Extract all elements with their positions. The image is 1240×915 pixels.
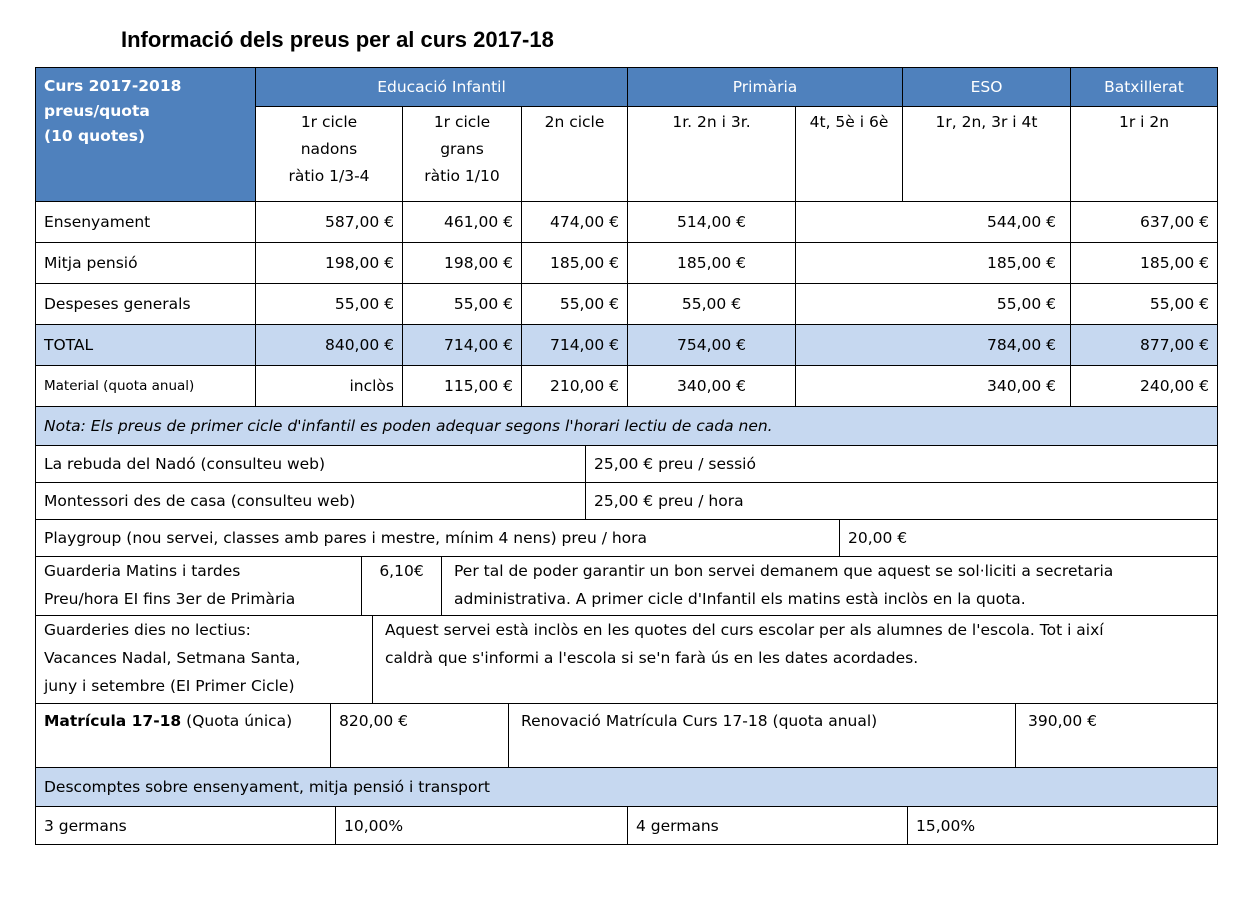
service-row xyxy=(36,616,1218,704)
price-cell: 185,00 € xyxy=(628,243,796,284)
total-row xyxy=(36,325,1218,366)
table-row xyxy=(36,284,1218,325)
price-cell: 587,00 € xyxy=(256,202,403,243)
service-row xyxy=(36,520,1218,557)
note-row xyxy=(36,407,1218,446)
row-label: TOTAL xyxy=(36,325,256,366)
discounts-header: Descomptes sobre ensenyament, mitja pensió i transport xyxy=(36,768,1218,807)
renewal-label: Renovació Matrícula Curs 17-18 (quota anual) xyxy=(509,704,1016,767)
price-cell: 461,00 € xyxy=(403,202,522,243)
price-cell: 714,00 € xyxy=(403,325,522,366)
group-header-infantil: Educació Infantil xyxy=(256,68,628,107)
subheader-cell: 2n cicle xyxy=(522,107,628,202)
price-cell: 55,00 € xyxy=(256,284,403,325)
table-row xyxy=(36,243,1218,284)
note-text: Nota: Els preus de primer cicle d'infantil es poden adequar segons l'horari lectiu de cada nen. xyxy=(36,407,1218,446)
subheader-cell: 1r, 2n, 3r i 4t xyxy=(903,107,1071,202)
discount-value: 15,00% xyxy=(908,807,1218,845)
discount-label: 3 germans xyxy=(36,807,336,845)
price-cell: 754,00 € xyxy=(628,325,796,366)
discount-row xyxy=(36,807,1218,845)
group-header-primaria: Primària xyxy=(628,68,903,107)
price-cell: 340,00 € xyxy=(628,366,796,407)
service-note: Per tal de poder garantir un bon servei demanem que aquest se sol·liciti a secretaria administrativa. A primer cicle d'Infantil els matins està inclòs en la quota. xyxy=(442,557,1218,615)
enrolment-price: 820,00 € xyxy=(331,704,509,767)
enrolment-label: Matrícula 17-18 (Quota única) xyxy=(36,704,331,767)
row-label: Despeses generals xyxy=(36,284,256,325)
price-cell: 210,00 € xyxy=(522,366,628,407)
price-cell: 185,00 € xyxy=(522,243,628,284)
service-row xyxy=(36,446,1218,482)
playgroup-table xyxy=(35,520,1218,558)
price-cell: 714,00 € xyxy=(522,325,628,366)
price-cell: 198,00 € xyxy=(403,243,522,284)
price-cell: 637,00 € xyxy=(1071,202,1218,243)
row-label: Ensenyament xyxy=(36,202,256,243)
service-label: La rebuda del Nadó (consulteu web) xyxy=(36,446,586,482)
services-table xyxy=(35,446,1218,520)
service-label: Playgroup (nou servei, classes amb pares i mestre, mínim 4 nens) preu / hora xyxy=(36,520,840,557)
service-row xyxy=(36,557,1218,615)
row-label: Material (quota anual) xyxy=(36,366,256,407)
group-header-batxillerat: Batxillerat xyxy=(1071,68,1218,107)
guarderies-no-lectius-table xyxy=(35,616,1218,705)
subheader-cell: 1r cicle nadons ràtio 1/3-4 xyxy=(256,107,403,202)
guarderia-table xyxy=(35,557,1218,616)
price-cell: 784,00 € xyxy=(796,325,1071,366)
service-price: 6,10€ xyxy=(362,557,442,615)
price-cell: 340,00 € xyxy=(796,366,1071,407)
row-label: Mitja pensió xyxy=(36,243,256,284)
service-price: 25,00 € preu / sessió xyxy=(586,446,1218,482)
group-header-eso: ESO xyxy=(903,68,1071,107)
page-title: Informació dels preus per al curs 2017-18 xyxy=(121,27,554,52)
subheader-cell: 1r i 2n xyxy=(1071,107,1218,202)
discount-label: 4 germans xyxy=(628,807,908,845)
service-row xyxy=(36,482,1218,519)
price-cell: 544,00 € xyxy=(796,202,1071,243)
price-cell: 474,00 € xyxy=(522,202,628,243)
enrolment-row xyxy=(36,704,1218,767)
discount-value: 10,00% xyxy=(336,807,628,845)
price-cell: 514,00 € xyxy=(628,202,796,243)
subheader-cell: 4t, 5è i 6è xyxy=(796,107,903,202)
price-document xyxy=(35,67,1217,845)
price-cell: 115,00 € xyxy=(403,366,522,407)
renewal-price: 390,00 € xyxy=(1016,704,1218,767)
price-cell: 55,00 € xyxy=(628,284,796,325)
service-note: Aquest servei està inclòs en les quotes del curs escolar per als alumnes de l'escola. Tot i així caldrà que s'informi a l'escola si se'n farà ús en les dates acordades. xyxy=(373,616,1218,704)
price-cell: 240,00 € xyxy=(1071,366,1218,407)
table-row xyxy=(36,202,1218,243)
price-cell: 185,00 € xyxy=(1071,243,1218,284)
price-cell: 55,00 € xyxy=(796,284,1071,325)
price-cell: 877,00 € xyxy=(1071,325,1218,366)
price-cell: 55,00 € xyxy=(1071,284,1218,325)
service-price: 25,00 € preu / hora xyxy=(586,482,1218,519)
service-label: Montessori des de casa (consulteu web) xyxy=(36,482,586,519)
price-table xyxy=(35,67,1218,446)
table-row xyxy=(36,366,1218,407)
price-cell: 198,00 € xyxy=(256,243,403,284)
subheader-cell: 1r cicle grans ràtio 1/10 xyxy=(403,107,522,202)
service-price: 20,00 € xyxy=(840,520,1218,557)
discounts-table xyxy=(35,768,1218,846)
price-cell: inclòs xyxy=(256,366,403,407)
subheader-cell: 1r. 2n i 3r. xyxy=(628,107,796,202)
service-label: Guarderies dies no lectius: Vacances Nadal, Setmana Santa, juny i setembre (EI Primer Cicle) xyxy=(36,616,373,704)
enrolment-table xyxy=(35,704,1218,768)
price-cell: 840,00 € xyxy=(256,325,403,366)
price-cell: 55,00 € xyxy=(403,284,522,325)
price-cell: 55,00 € xyxy=(522,284,628,325)
price-cell: 185,00 € xyxy=(796,243,1071,284)
discounts-header-row xyxy=(36,768,1218,807)
corner-header: Curs 2017-2018 preus/quota (10 quotes) xyxy=(36,68,256,202)
service-label: Guarderia Matins i tardes Preu/hora EI fins 3er de Primària xyxy=(36,557,362,615)
